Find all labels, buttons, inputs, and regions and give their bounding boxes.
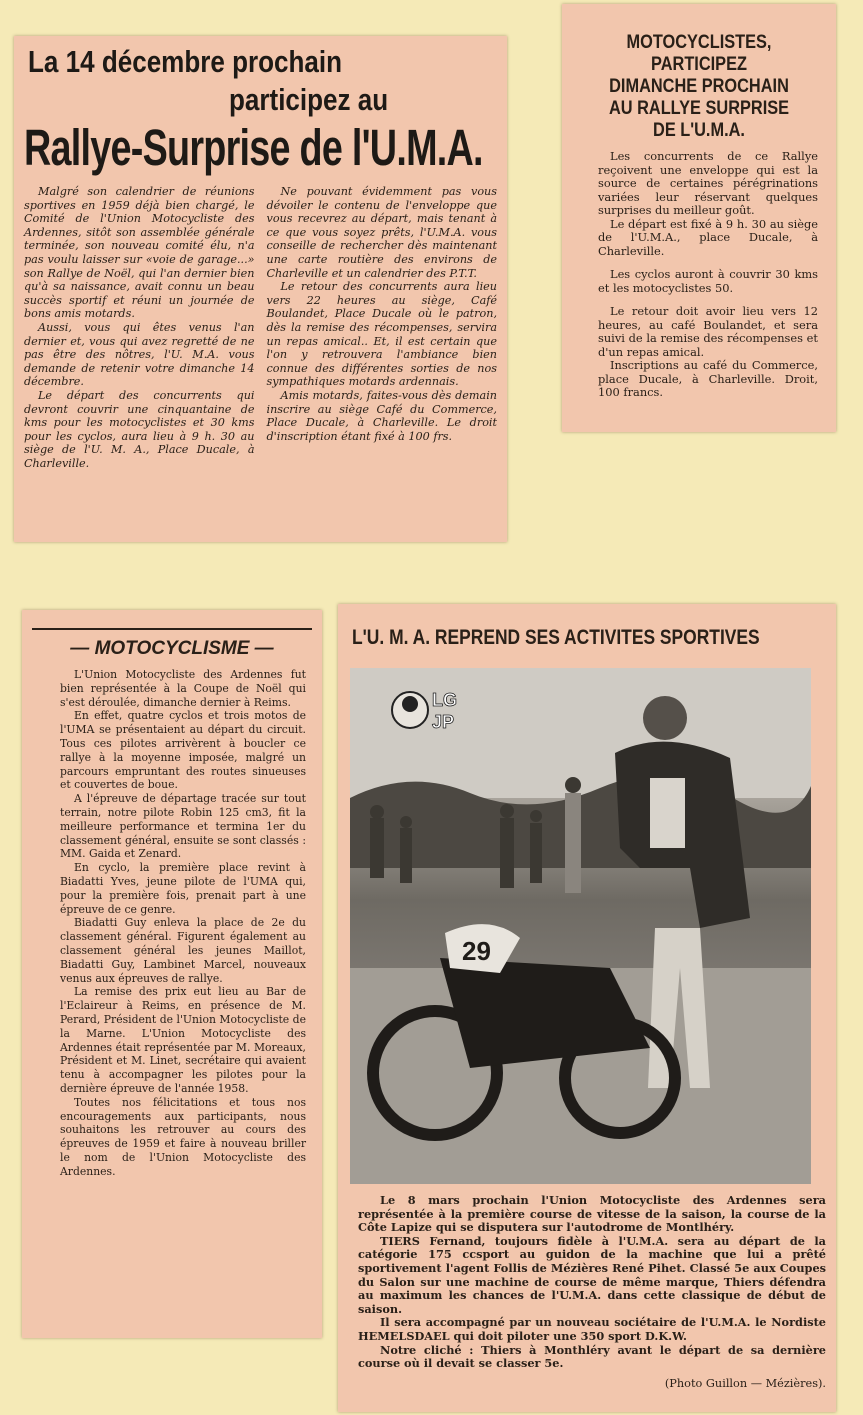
headline-line: DE L'U.M.A. [653, 120, 745, 141]
paragraph: Le retour des concurrents aura lieu vers 22 heures au siège, Café Boulandet, Place Ducale où le patron, dès la remise des récompenses, servira un repas amical.. Et, il est certain que l'on y retrouvera l'ambiance bien connue des différentes sorties de nos sympathiques motards ardennais. [266, 280, 497, 389]
paragraph: Aussi, vous qui êtes venus l'an dernier et, vous qui avez regretté de ne pas être des nôtres, l'U. M.A. vous demande de retenir votre dimanche 14 décembre. [24, 320, 255, 389]
paragraph: Inscriptions au café du Commerce, place Ducale, à Charleville. Droit, 100 francs. [598, 358, 818, 399]
paragraph: Les cyclos auront à couvrir 30 kms et les motocyclistes 50. [598, 267, 818, 295]
headline-line: DIMANCHE PROCHAIN [609, 76, 789, 97]
article-columns [24, 185, 497, 470]
article-body [358, 1194, 826, 1390]
article-body [570, 150, 828, 400]
paragraph: A l'épreuve de départage tracée sur tout terrain, notre pilote Robin 125 cm3, fit la meilleure performance et termina 1er du classement général, ensuite se sont classés : MM. Gaida et Zenard. [60, 792, 306, 861]
article-body [32, 668, 312, 1178]
headline-line: AU RALLYE SURPRISE [608, 98, 790, 119]
paragraph: Le 8 mars prochain l'Union Motocycliste des Ardennes sera représentée à la première course de vitesse de la saison, la course de la Côte Lapize qui se disputera sur l'autodrome de Montlhéry. [358, 1193, 826, 1235]
paragraph: Les concurrents de ce Rallye reçoivent une enveloppe qui est la source de certaines pérégrinations variées leur réservant quelques surprises du meilleur goût. [598, 149, 818, 217]
headline-line-2: participez au [229, 82, 389, 117]
headline-line-1: La 14 décembre prochain [28, 44, 343, 79]
paragraph: Le départ est fixé à 9 h. 30 au siège de l'U.M.A., place Ducale, à Charleville. [598, 216, 818, 258]
paragraph: Toutes nos félicitations et tous nos encouragements aux participants, nous souhaitons les retrouver au cours des épreuves de 1959 et faire à nouveau briller le nom de l'Union Motocycliste des Ardennes. [60, 1095, 306, 1178]
paragraph: En cyclo, la première place revint à Biadatti Yves, jeune pilote de l'UMA qui, pour la première fois, prenait part à une épreuve de ce genre. [60, 861, 306, 916]
paragraph: TIERS Fernand, toujours fidèle à l'U.M.A. sera au départ de la catégorie 175 ccsport au guidon de la machine que lui a prêté sportivement l'agent Follis de Mézières René Pihet. Classé 5e aux Coupes du Salon sur une machine de course de même marque, Thiers défendra au maximum les chances de l'U.M.A. dans cette classique de début de saison. [358, 1233, 826, 1316]
clipping-rallye-surprise [14, 36, 507, 542]
svg-text:JP: JP [432, 712, 455, 732]
headline-line-3: Rallye-Surprise de l'U.M.A. [24, 119, 483, 176]
clipping-motocyclisme [22, 610, 322, 1338]
clipping-uma-activites [338, 604, 836, 1412]
paragraph: En effet, quatre cyclos et trois motos de l'UMA se présentaient au départ du circuit. Tous ces pilotes arrivèrent à boucler ce rallye à la moyenne imposée, malgré un parcours empruntant des routes sinueuses et couvertes de boue. [60, 709, 306, 792]
column-2 [267, 185, 498, 470]
headline-line: PARTICIPEZ [651, 54, 747, 75]
section-title: — MOTOCYCLISME — [70, 638, 274, 659]
divider [32, 628, 312, 630]
photo-illustration [350, 668, 811, 1184]
paragraph: Amis motards, faites-vous dès demain inscrire au siège Café du Commerce, Place Ducale, à Charleville. Le droit d'inscription étant fixé à 100 frs. [266, 388, 497, 443]
paragraph: Notre cliché : Thiers à Monthléry avant le départ de sa dernière course où il devait se classer 5e. [358, 1342, 826, 1371]
paragraph: Biadatti Guy enleva la place de 2e du classement général. Figurent également au classement général les jeunes Maillot, Biadatti Guy, Lambinet Marcel, nouveaux venus aux épreuves de rallye. [60, 916, 306, 985]
logo-graphic [388, 680, 468, 740]
paragraph: Le retour doit avoir lieu vers 12 heures, au café Boulandet, et sera suivi de la remise des récompenses et d'un repas amical. [598, 304, 818, 359]
article-title: L'U. M. A. REPREND SES ACTIVITES SPORTIVES [352, 626, 760, 649]
paragraph: Malgré son calendrier de réunions sportives en 1959 déjà bien chargé, le Comité de l'Union Motocycliste des Ardennes, sitôt son assemblée générale terminée, son nouveau comité élu, n'a pas voulu laisser sur «voie de garage...» son Rallye de Noël, qui l'an dernier bien qu'à sa naissance, avait connu un beau succès sportif et réuni un journée de bons amis motards. [24, 185, 255, 321]
paragraph: L'Union Motocycliste des Ardennes fut bien représentée à la Coupe de Noël qui s'est déroulée, dimanche dernier à Reims. [60, 668, 306, 709]
paragraph: Il sera accompagné par un nouveau sociétaire de l'U.M.A. le Nordiste HEMELSDAEL qui doit piloter une 350 sport D.K.W. [358, 1315, 826, 1343]
clipping-motocyclistes-participez [562, 4, 836, 432]
headline [570, 32, 828, 142]
paragraph: Ne pouvant évidemment pas vous dévoiler le contenu de l'enveloppe que vous recevrez au départ, mais tenant à ce que vous soyez prêts, l'U.M.A. vous conseille de rechercher dès maintenant une carte routière des environs de Charleville et un calendrier des P.T.T. [266, 185, 497, 280]
headline-line: MOTOCYCLISTES, [626, 32, 772, 53]
paragraph: La remise des prix eut lieu au Bar de l'Eclaireur à Reims, en présence de M. Perard, Président de l'Union Motocycliste de la Marne. L'Union Motocycliste des Ardennes était représentée par M. Moreaux, Président et M. Linet, secrétaire qui avaient tenu à accompagner les pilotes pour la dernière épreuve de l'année 1958. [60, 985, 306, 1095]
paragraph: Le départ des concurrents qui devront couvrir une cinquantaine de kms pour les motocyclistes et 30 kms pour les cyclos, aura lieu à 9 h. 30 au siège de l'U. M. A., Place Ducale, à Charleville. [24, 388, 255, 470]
column-1 [24, 185, 255, 470]
bike-number: 29 [462, 936, 491, 966]
svg-text:LG: LG [432, 690, 457, 710]
photo-rider-motorcycle [350, 668, 811, 1184]
photo-credit: (Photo Guillon — Mézières). [664, 1376, 826, 1390]
